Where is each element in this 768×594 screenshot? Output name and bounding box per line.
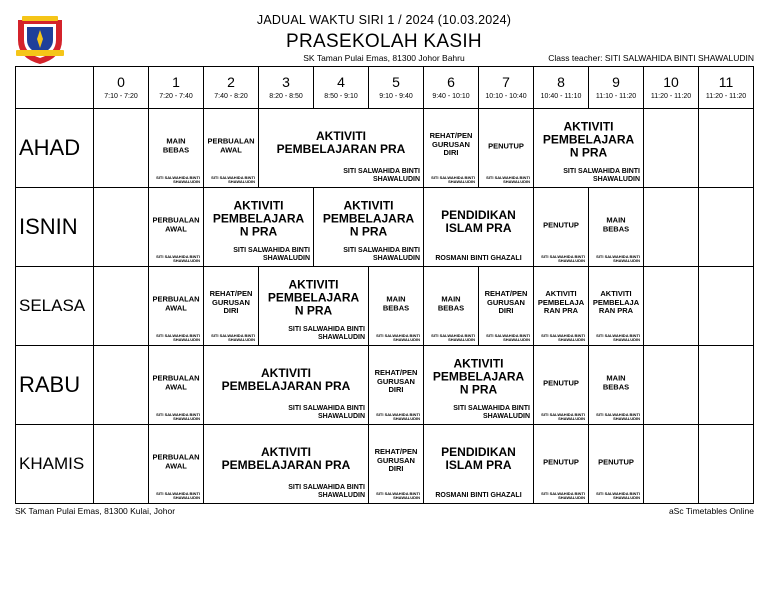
period-number: 1 [172, 73, 180, 90]
lesson-teacher: SITI SALWAHIDA BINTI SHAWALUDIN [156, 174, 200, 185]
period-header-8 [534, 67, 589, 109]
lesson-teacher: SITI SALWAHIDA BINTI SHAWALUDIN [211, 332, 255, 343]
lesson-cell [644, 109, 699, 188]
day-label: AHAD [16, 109, 94, 188]
lesson-teacher: SITI SALWAHIDA BINTI SHAWALUDIN [431, 174, 475, 185]
lesson-cell [424, 109, 479, 188]
period-time: 8:50 - 9:10 [324, 92, 358, 100]
lesson-teacher: SITI SALWAHIDA BINTI SHAWALUDIN [343, 247, 420, 262]
lesson-subject: PERBUALAN AWAL [152, 215, 200, 233]
lesson-cell [589, 188, 644, 267]
lesson-cell [204, 425, 369, 504]
lesson-teacher: SITI SALWAHIDA BINTI SHAWALUDIN [596, 253, 640, 264]
period-time: 11:20 - 11:20 [705, 92, 747, 100]
lesson-cell [479, 267, 534, 346]
period-header-0 [94, 67, 149, 109]
lesson-subject: AKTIVITI PEMBELAJARA N PRA [432, 356, 525, 397]
lesson-subject: REHAT/PEN GURUSAN DIRI [374, 447, 418, 474]
lesson-cell [94, 109, 149, 188]
lesson-teacher: SITI SALWAHIDA BINTI SHAWALUDIN [288, 405, 365, 420]
lesson-teacher: SITI SALWAHIDA BINTI SHAWALUDIN [563, 168, 640, 183]
lesson-cell [589, 425, 644, 504]
school-address: SK Taman Pulai Emas, 81300 Johor Bahru [303, 53, 465, 63]
lesson-teacher: SITI SALWAHIDA BINTI SHAWALUDIN [376, 490, 420, 501]
period-header-11 [699, 67, 754, 109]
period-time: 7:10 - 7:20 [104, 92, 138, 100]
lesson-subject: REHAT/PEN GURUSAN DIRI [209, 289, 253, 316]
period-time: 8:20 - 8:50 [269, 92, 303, 100]
lesson-subject: PERBUALAN AWAL [152, 373, 200, 391]
period-time: 10:40 - 11:10 [540, 92, 582, 100]
period-header-1 [149, 67, 204, 109]
lesson-teacher: SITI SALWAHIDA BINTI SHAWALUDIN [541, 411, 585, 422]
lesson-cell [149, 267, 204, 346]
period-time: 9:40 - 10:10 [432, 92, 470, 100]
lesson-subject: AKTIVITI PEMBELAJA RAN PRA [592, 289, 640, 316]
lesson-cell [589, 267, 644, 346]
period-header-9 [589, 67, 644, 109]
day-label: KHAMIS [16, 425, 94, 504]
lesson-subject: PENDIDIKAN ISLAM PRA [441, 207, 516, 235]
lesson-cell [204, 346, 369, 425]
lesson-teacher: SITI SALWAHIDA BINTI SHAWALUDIN [343, 168, 420, 183]
lesson-cell [644, 346, 699, 425]
lesson-cell [204, 188, 314, 267]
period-header-3 [259, 67, 314, 109]
lesson-cell [204, 267, 259, 346]
day-row-isnin [16, 188, 754, 267]
lesson-teacher: SITI SALWAHIDA BINTI SHAWALUDIN [596, 490, 640, 501]
lesson-cell [94, 267, 149, 346]
day-label: ISNIN [16, 188, 94, 267]
lesson-cell [699, 267, 754, 346]
lesson-cell [94, 188, 149, 267]
lesson-teacher: SITI SALWAHIDA BINTI SHAWALUDIN [156, 411, 200, 422]
lesson-subject: PENUTUP [543, 457, 579, 467]
lesson-subject: PERBUALAN AWAL [207, 136, 255, 154]
day-label: RABU [16, 346, 94, 425]
lesson-cell [149, 188, 204, 267]
period-header-4 [314, 67, 369, 109]
period-number: 8 [557, 73, 565, 90]
lesson-cell [534, 188, 589, 267]
lesson-cell [534, 267, 589, 346]
lesson-teacher: SITI SALWAHIDA BINTI SHAWALUDIN [541, 490, 585, 501]
lesson-subject: PENDIDIKAN ISLAM PRA [441, 444, 516, 472]
lesson-cell [534, 425, 589, 504]
class-teacher: Class teacher: SITI SALWAHIDA BINTI SHAWALUDIN [548, 53, 754, 63]
lesson-cell [534, 109, 644, 188]
period-number: 3 [282, 73, 290, 90]
lesson-subject: PERBUALAN AWAL [152, 452, 200, 470]
lesson-teacher: ROSMANI BINTI GHAZALI [435, 492, 522, 499]
lesson-cell [369, 267, 424, 346]
timetable-grid [15, 66, 754, 504]
lesson-subject: AKTIVITI PEMBELAJARA N PRA [322, 198, 415, 239]
lesson-teacher: SITI SALWAHIDA BINTI SHAWALUDIN [211, 174, 255, 185]
lesson-teacher: ROSMANI BINTI GHAZALI [435, 255, 522, 262]
lesson-cell [424, 267, 479, 346]
day-label: SELASA [16, 267, 94, 346]
timetable-title: JADUAL WAKTU SIRI 1 / 2024 (10.03.2024) [256, 13, 512, 27]
period-header-row [16, 67, 754, 109]
lesson-cell [699, 109, 754, 188]
day-row-ahad [16, 109, 754, 188]
lesson-subject: AKTIVITI PEMBELAJA RAN PRA [537, 289, 585, 316]
lesson-cell [699, 425, 754, 504]
lesson-subject: MAIN BEBAS [162, 136, 190, 154]
period-number: 6 [447, 73, 455, 90]
lesson-teacher: SITI SALWAHIDA BINTI SHAWALUDIN [541, 253, 585, 264]
period-header-5 [369, 67, 424, 109]
lesson-cell [534, 346, 589, 425]
lesson-teacher: SITI SALWAHIDA BINTI SHAWALUDIN [376, 411, 420, 422]
period-number: 2 [227, 73, 235, 90]
period-header-7 [479, 67, 534, 109]
lesson-subject: AKTIVITI PEMBELAJARAN PRA [276, 128, 406, 156]
lesson-cell [149, 425, 204, 504]
lesson-teacher: SITI SALWAHIDA BINTI SHAWALUDIN [453, 405, 530, 420]
footer-school-address: SK Taman Pulai Emas, 81300 Kulai, Johor [15, 506, 176, 516]
period-number: 0 [117, 73, 125, 90]
lesson-teacher: SITI SALWAHIDA BINTI SHAWALUDIN [486, 332, 530, 343]
lesson-cell [259, 267, 369, 346]
lesson-subject: PENUTUP [488, 141, 524, 151]
day-row-selasa [16, 267, 754, 346]
lesson-teacher: SITI SALWAHIDA BINTI SHAWALUDIN [541, 332, 585, 343]
lesson-cell [644, 267, 699, 346]
period-number: 7 [502, 73, 510, 90]
period-time: 11:10 - 11:20 [595, 92, 637, 100]
lesson-teacher: SITI SALWAHIDA BINTI SHAWALUDIN [376, 332, 420, 343]
timetable-body [16, 109, 754, 504]
period-time: 11:20 - 11:20 [650, 92, 692, 100]
period-time: 7:20 - 7:40 [159, 92, 193, 100]
period-number: 5 [392, 73, 400, 90]
lesson-teacher: SITI SALWAHIDA BINTI SHAWALUDIN [596, 332, 640, 343]
lesson-cell [369, 425, 424, 504]
lesson-cell [424, 425, 534, 504]
lesson-subject: AKTIVITI PEMBELAJARA N PRA [212, 198, 305, 239]
lesson-subject: REHAT/PEN GURUSAN DIRI [429, 131, 473, 158]
lesson-subject: PENUTUP [543, 378, 579, 388]
period-time: 9:10 - 9:40 [379, 92, 413, 100]
lesson-cell [424, 188, 534, 267]
lesson-cell [699, 346, 754, 425]
lesson-cell [424, 346, 534, 425]
footer-credit: aSc Timetables Online [668, 506, 754, 516]
lesson-subject: REHAT/PEN GURUSAN DIRI [374, 368, 418, 395]
lesson-subject: PENUTUP [598, 457, 634, 467]
lesson-teacher: SITI SALWAHIDA BINTI SHAWALUDIN [288, 326, 365, 341]
lesson-subject: MAIN BEBAS [602, 215, 630, 233]
lesson-teacher: SITI SALWAHIDA BINTI SHAWALUDIN [431, 332, 475, 343]
lesson-subject: AKTIVITI PEMBELAJARA N PRA [267, 277, 360, 318]
lesson-cell [369, 346, 424, 425]
class-name: PRASEKOLAH KASIH [286, 31, 482, 52]
day-row-khamis [16, 425, 754, 504]
corner-cell [16, 67, 94, 109]
period-number: 9 [612, 73, 620, 90]
lesson-subject: MAIN BEBAS [382, 294, 410, 312]
lesson-cell [204, 109, 259, 188]
period-header-2 [204, 67, 259, 109]
lesson-cell [314, 188, 424, 267]
period-number: 10 [663, 73, 679, 90]
lesson-cell [94, 346, 149, 425]
lesson-subject: AKTIVITI PEMBELAJARA N PRA [542, 119, 635, 160]
lesson-subject: PERBUALAN AWAL [152, 294, 200, 312]
period-header-6 [424, 67, 479, 109]
lesson-subject: AKTIVITI PEMBELAJARAN PRA [221, 444, 351, 472]
lesson-teacher: SITI SALWAHIDA BINTI SHAWALUDIN [288, 484, 365, 499]
lesson-cell [149, 109, 204, 188]
lesson-cell [94, 425, 149, 504]
lesson-teacher: SITI SALWAHIDA BINTI SHAWALUDIN [233, 247, 310, 262]
lesson-subject: PENUTUP [543, 220, 579, 230]
period-number: 11 [718, 73, 734, 90]
lesson-subject: MAIN BEBAS [437, 294, 465, 312]
lesson-subject: REHAT/PEN GURUSAN DIRI [484, 289, 528, 316]
day-row-rabu [16, 346, 754, 425]
lesson-teacher: SITI SALWAHIDA BINTI SHAWALUDIN [156, 332, 200, 343]
lesson-cell [644, 425, 699, 504]
period-header-10 [644, 67, 699, 109]
lesson-cell [259, 109, 424, 188]
period-time: 10:10 - 10:40 [485, 92, 527, 100]
lesson-teacher: SITI SALWAHIDA BINTI SHAWALUDIN [486, 174, 530, 185]
lesson-teacher: SITI SALWAHIDA BINTI SHAWALUDIN [156, 490, 200, 501]
period-number: 4 [337, 73, 345, 90]
lesson-teacher: SITI SALWAHIDA BINTI SHAWALUDIN [156, 253, 200, 264]
period-time: 7:40 - 8:20 [214, 92, 248, 100]
lesson-cell [699, 188, 754, 267]
lesson-subject: AKTIVITI PEMBELAJARAN PRA [221, 365, 351, 393]
lesson-cell [479, 109, 534, 188]
lesson-cell [644, 188, 699, 267]
lesson-cell [149, 346, 204, 425]
lesson-teacher: SITI SALWAHIDA BINTI SHAWALUDIN [596, 411, 640, 422]
lesson-cell [589, 346, 644, 425]
lesson-subject: MAIN BEBAS [602, 373, 630, 391]
